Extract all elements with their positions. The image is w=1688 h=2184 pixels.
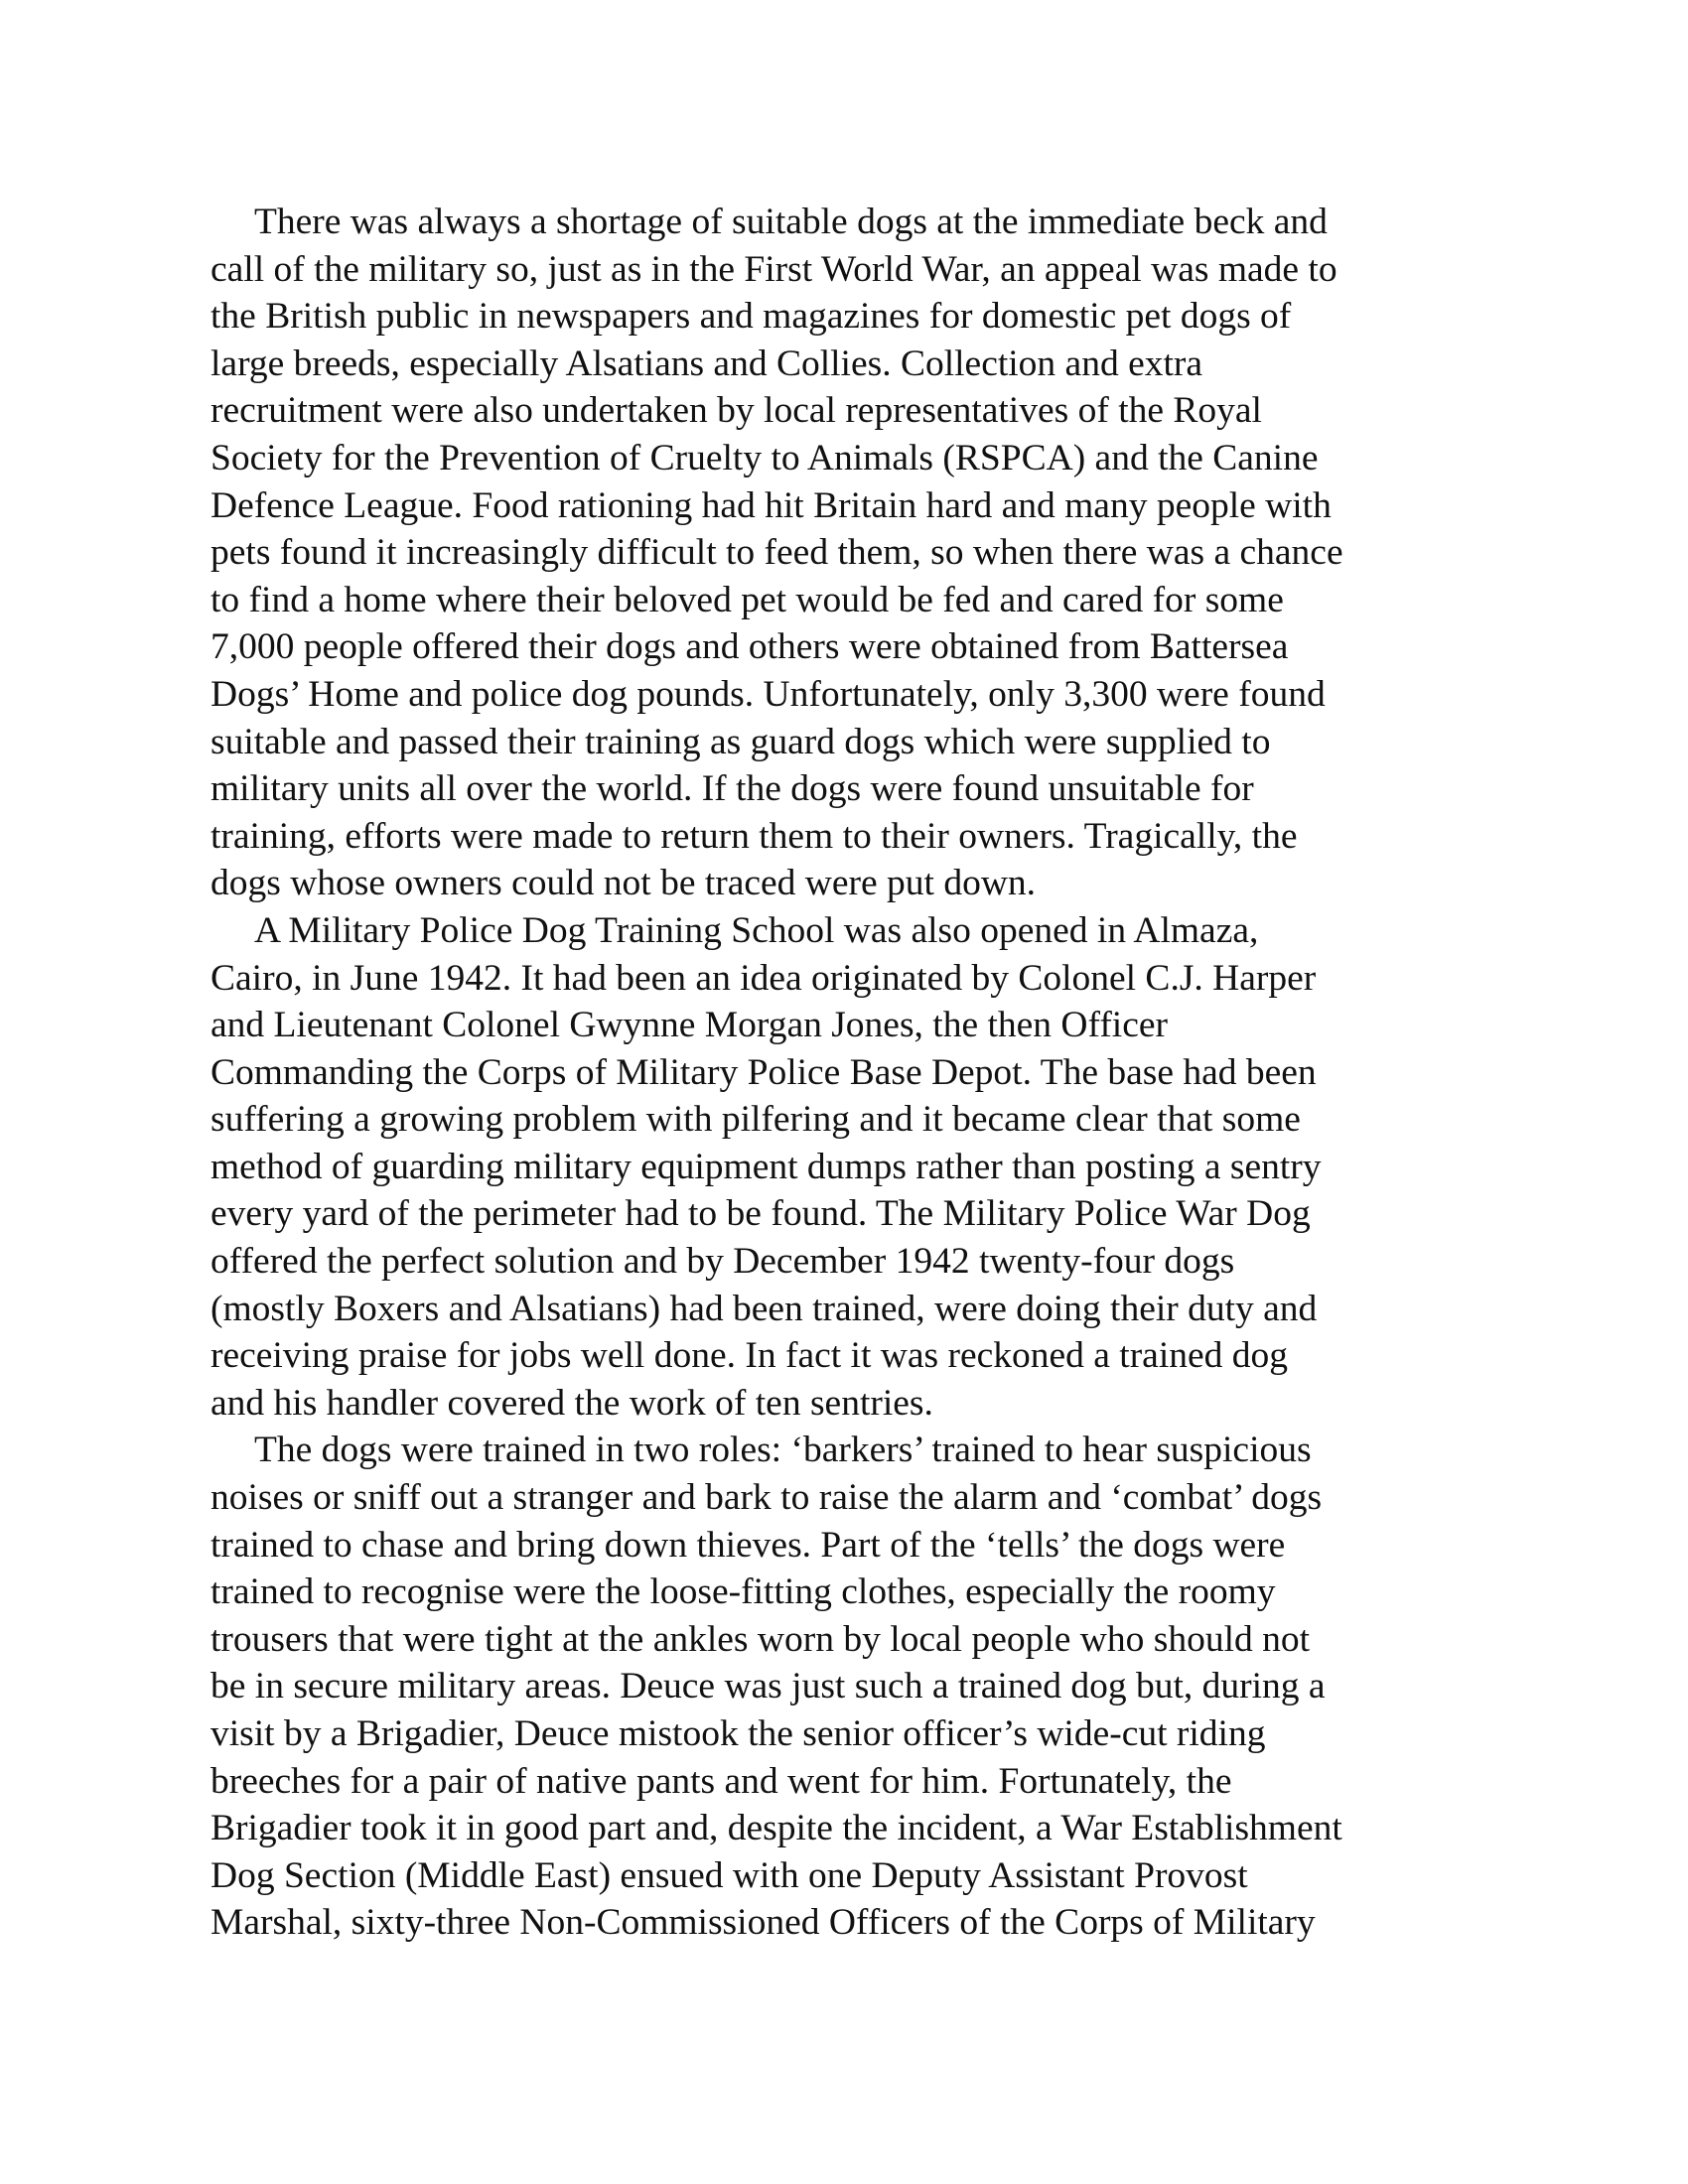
text-line: pets found it increasingly difficult to feed them, so when there was a chance — [211, 532, 1343, 574]
text-line: Defence League. Food rationing had hit Britain hard and many people with — [211, 484, 1332, 526]
paragraph-2 — [211, 907, 1491, 1428]
page-body — [211, 199, 1491, 1947]
text-line: offered the perfect solution and by December 1942 twenty-four dogs — [211, 1241, 1235, 1283]
text-line: and his handler covered the work of ten sentries. — [211, 1382, 933, 1424]
text-line: The dogs were trained in two roles: ‘barkers’ trained to hear suspicious — [254, 1430, 1312, 1471]
text-line: receiving praise for jobs well done. In fact it was reckoned a trained dog — [211, 1335, 1289, 1377]
text-line: Marshal, sixty-three Non-Commissioned Officers of the Corps of Military — [211, 1902, 1316, 1944]
text-line: There was always a shortage of suitable dogs at the immediate beck and — [254, 202, 1328, 242]
text-line: breeches for a pair of native pants and went for him. Fortunately, the — [211, 1760, 1232, 1802]
text-line: military units all over the world. If the dogs were found unsuitable for — [211, 768, 1254, 810]
text-line: visit by a Brigadier, Deuce mistook the senior officer’s wide-cut riding — [211, 1713, 1266, 1754]
text-line: 7,000 people offered their dogs and others were obtained from Battersea — [211, 626, 1289, 668]
paragraph-1 — [211, 199, 1491, 907]
text-line: and Lieutenant Colonel Gwynne Morgan Jones, the then Officer — [211, 1005, 1168, 1046]
text-line: be in secure military areas. Deuce was just such a trained dog but, during a — [211, 1666, 1326, 1707]
text-line: (mostly Boxers and Alsatians) had been trained, were doing their duty and — [211, 1288, 1318, 1329]
text-line: Society for the Prevention of Cruelty to Animals (RSPCA) and the Canine — [211, 437, 1319, 478]
text-line: every yard of the perimeter had to be found. The Military Police War Dog — [211, 1193, 1311, 1235]
text-line: trained to recognise were the loose-fitting clothes, especially the roomy — [211, 1571, 1276, 1613]
text-line: dogs whose owners could not be traced were put down. — [211, 863, 1037, 904]
text-line: the British public in newspapers and magazines for domestic pet dogs of — [211, 296, 1292, 338]
text-line: method of guarding military equipment dumps rather than posting a sentry — [211, 1146, 1322, 1187]
text-line: Cairo, in June 1942. It had been an idea originated by Colonel C.J. Harper — [211, 957, 1317, 999]
text-line: call of the military so, just as in the First World War, an appeal was made to — [211, 248, 1337, 290]
text-line: Dogs’ Home and police dog pounds. Unfortunately, only 3,300 were found — [211, 673, 1326, 715]
text-line: recruitment were also undertaken by local representatives of the Royal — [211, 390, 1262, 432]
text-line: Brigadier took it in good part and, despite the incident, a War Establishment — [211, 1808, 1342, 1849]
text-line: trained to chase and bring down thieves. Part of the ‘tells’ the dogs were — [211, 1524, 1286, 1566]
text-line: trousers that were tight at the ankles worn by local people who should not — [211, 1618, 1311, 1660]
text-line: Commanding the Corps of Military Police Base Depot. The base had been — [211, 1051, 1317, 1093]
text-line: to find a home where their beloved pet would be fed and cared for some — [211, 579, 1284, 620]
paragraph-3 — [211, 1427, 1491, 1947]
text-line: suffering a growing problem with pilfering and it became clear that some — [211, 1099, 1301, 1141]
text-line: large breeds, especially Alsatians and Collies. Collection and extra — [211, 342, 1203, 384]
text-line: Dog Section (Middle East) ensued with one Deputy Assistant Provost — [211, 1854, 1248, 1896]
text-line: A Military Police Dog Training School was also opened in Almaza, — [254, 909, 1259, 951]
text-line: noises or sniff out a stranger and bark to raise the alarm and ‘combat’ dogs — [211, 1477, 1323, 1519]
text-line: training, efforts were made to return them to their owners. Tragically, the — [211, 815, 1298, 857]
text-line: suitable and passed their training as guard dogs which were supplied to — [211, 721, 1271, 762]
